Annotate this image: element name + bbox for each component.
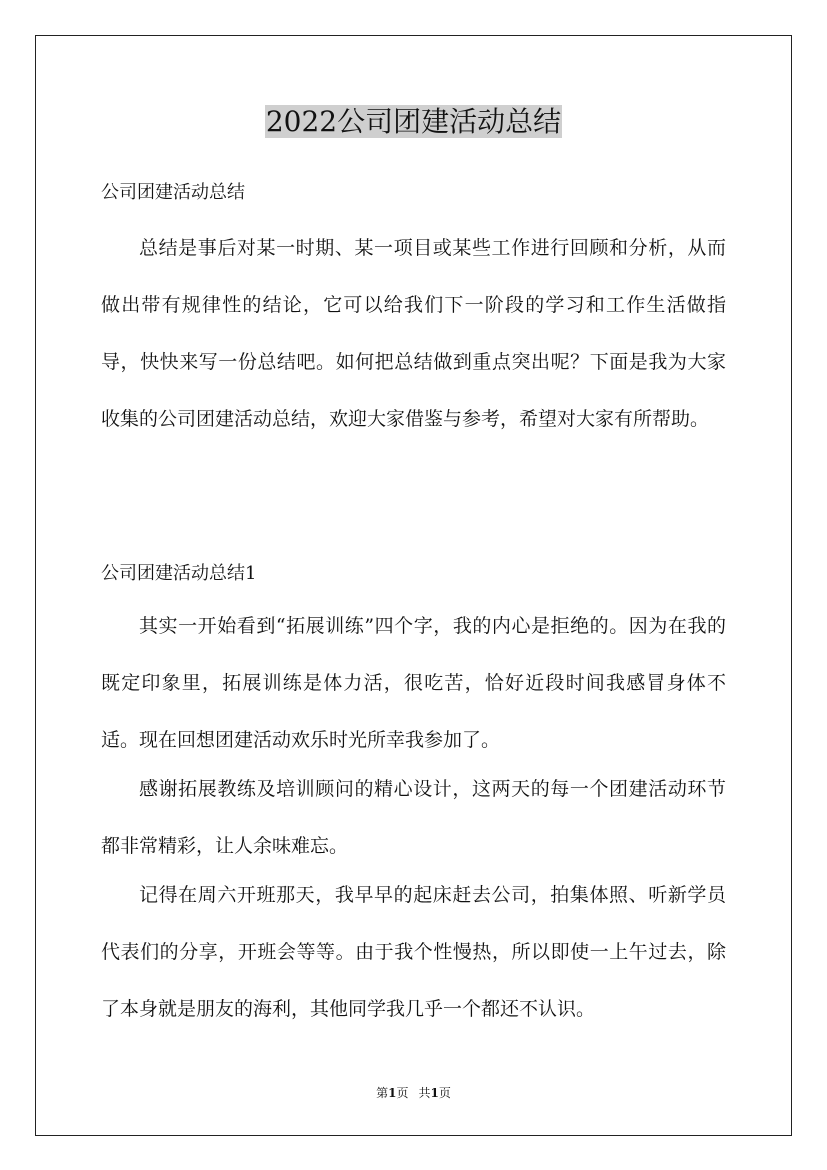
section-heading-intro: 公司团建活动总结 [101,182,245,203]
body-paragraph: 感谢拓展教练及培训顾问的精心设计，这两天的每一个团建活动环节都非常精彩，让人余味难忘。 [101,778,726,857]
footer-page-total: 1 [430,1086,439,1100]
footer-page-current: 1 [388,1086,397,1100]
intro-paragraph: 总结是事后对某一时期、某一项目或某些工作进行回顾和分析，从而做出带有规律性的结论，它可以给我们下一阶段的学习和工作生活做指导，快快来写一份总结吧。如何把总结做到重点突出呢？下面是我为大家收集的公司团建活动总结，欢迎大家借鉴与参考，希望对大家有所帮助。 [101,237,726,430]
document-title-text: 2022公司团建活动总结 [265,105,562,138]
footer-total-prefix: 共 [418,1086,431,1100]
body-paragraph: 记得在周六开班那天，我早早的起床赶去公司，拍集体照、听新学员代表们的分享，开班会等等。由于我个性慢热，所以即使一上午过去，除了本身就是朋友的海利，其他同学我几乎一个都还不认识。 [101,884,726,1020]
section-heading-1: 公司团建活动总结1 [101,563,257,584]
document-title [0,100,827,144]
footer-total-suffix: 页 [438,1086,451,1100]
footer-page-mid: 页 [396,1086,409,1100]
page-footer [0,1085,827,1101]
footer-page-prefix: 第 [376,1086,389,1100]
body-paragraph: 其实一开始看到“拓展训练”四个字，我的内心是拒绝的。因为在我的既定印象里，拓展训练是体力活，很吃苦，恰好近段时间我感冒身体不适。现在回想团建活动欢乐时光所幸我参加了。 [101,615,726,751]
